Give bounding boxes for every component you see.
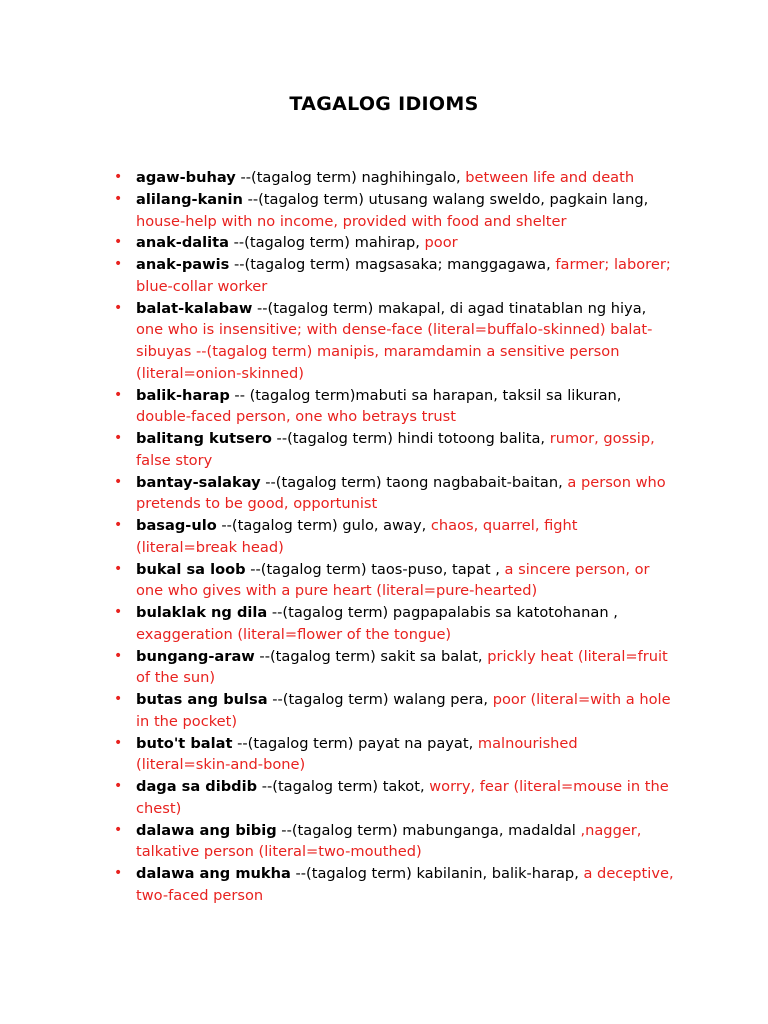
idiom-term: dalawa ang bibig [136,821,277,839]
idiom-definition: -- (tagalog term)mabuti sa harapan, taksil sa likuran, [229,386,622,404]
english-meaning: ,nagger, talkative person (literal=two-mouthed) [136,821,642,861]
english-meaning: exaggeration (literal=flower of the tongue) [136,625,452,643]
idiom-definition: --(tagalog term) magsasaka; manggagawa, [229,256,556,273]
idiom-definition: --(tagalog term) sakit sa balat, [254,647,488,665]
list-item [114,863,674,907]
idiom-term: bantay-salakay [136,473,261,491]
list-item [114,167,674,189]
english-meaning: prickly heat (literal=fruit of the sun) [136,647,668,687]
english-meaning: rumor, gossip, false story [136,430,655,469]
list-item [114,232,674,254]
list-item [114,472,674,516]
english-meaning: between life and death [465,169,635,186]
idiom-term: basag-ulo [136,517,217,534]
idiom-definition: --(tagalog term) walang pera, [267,691,493,708]
idiom-term: balat-kalabaw [136,299,253,317]
english-meaning: a person who pretends to be good, opportunist [136,473,666,513]
idiom-definition: --(tagalog term) gulo, away, [216,517,431,534]
idiom-term: anak-pawis [136,256,230,273]
idiom-term: balitang kutsero [136,430,272,447]
english-meaning: double-faced person, one who betrays trust [136,408,456,426]
idiom-term: bukal sa loob [136,560,246,578]
bullet-icon: • [114,473,123,490]
idiom-list [114,167,674,907]
idiom-definition: --(tagalog term) kabilanin, balik-harap, [290,865,584,882]
bullet-icon: • [114,256,123,272]
bullet-icon: • [114,865,123,881]
list-item [114,515,674,559]
list-item [114,298,674,385]
idiom-definition: --(tagalog term) pagpapalabis sa katotohanan , [267,604,618,621]
idiom-definition: --(tagalog term) mahirap, [228,234,425,252]
bullet-icon: • [114,169,123,185]
list-item [114,776,674,820]
bullet-icon: • [114,430,123,446]
idiom-definition: --(tagalog term) makapal, di agad tinatablan ng hiya, [252,299,647,317]
bullet-icon: • [114,734,123,751]
english-meaning: house-help with no income, provided with food and shelter [136,212,567,230]
english-meaning: a sincere person, or one who gives with a pure heart (literal=pure-hearted) [136,560,650,600]
idiom-term: daga sa dibdib [136,778,258,795]
list-item [114,733,674,777]
list-item [114,254,674,298]
english-meaning: one who is insensitive; with dense-face (literal=buffalo-skinned) balat-sibuyas --(tagalog term) manipis, maramdamin a sensitive person (literal=onion-skinned) [136,321,653,382]
english-meaning: farmer; laborer; blue-collar worker [136,256,671,295]
list-item [114,428,674,472]
bullet-icon: • [114,234,123,251]
idiom-definition: --(tagalog term) taos-puso, tapat , [245,560,505,578]
english-meaning: chaos, quarrel, fight (literal=break head) [136,517,578,556]
bullet-icon: • [114,386,123,403]
list-item [114,602,674,646]
idiom-definition: --(tagalog term) takot, [257,778,430,795]
idiom-definition: --(tagalog term) naghihingalo, [235,169,466,186]
bullet-icon: • [114,778,123,794]
english-meaning: poor [424,234,458,252]
list-item [114,820,674,864]
idiom-term: anak-dalita [136,234,229,252]
english-meaning: worry, fear (literal=mouse in the chest) [136,778,669,817]
english-meaning: malnourished (literal=skin-and-bone) [136,734,578,774]
list-item [114,646,674,690]
idiom-definition: --(tagalog term) mabunganga, madaldal [276,821,581,839]
bullet-icon: • [114,647,123,664]
bullet-icon: • [114,821,123,838]
bullet-icon: • [114,299,123,316]
bullet-icon: • [114,604,123,620]
list-item [114,689,674,733]
idiom-term: dalawa ang mukha [136,865,291,882]
list-item [114,559,674,603]
page-title: TAGALOG IDIOMS [289,93,479,115]
idiom-term: agaw-buhay [136,169,236,186]
idiom-term: balik-harap [136,386,230,404]
bullet-icon: • [114,560,123,577]
idiom-term: butas ang bulsa [136,691,268,708]
bullet-icon: • [114,190,123,207]
list-item [114,385,674,429]
idiom-definition: --(tagalog term) payat na payat, [232,734,478,752]
idiom-term: alilang-kanin [136,190,243,208]
idiom-definition: --(tagalog term) taong nagbabait-baitan, [260,473,568,491]
list-item [114,189,674,233]
idiom-term: bulaklak ng dila [136,604,268,621]
idiom-term: buto't balat [136,734,233,752]
idiom-definition: --(tagalog term) utusang walang sweldo, pagkain lang, [242,190,649,208]
bullet-icon: • [114,691,123,707]
english-meaning: poor (literal=with a hole in the pocket) [136,691,671,730]
idiom-definition: --(tagalog term) hindi totoong balita, [271,430,550,447]
bullet-icon: • [114,517,123,533]
english-meaning: a deceptive, two-faced person [136,865,674,904]
idiom-term: bungang-araw [136,647,255,665]
